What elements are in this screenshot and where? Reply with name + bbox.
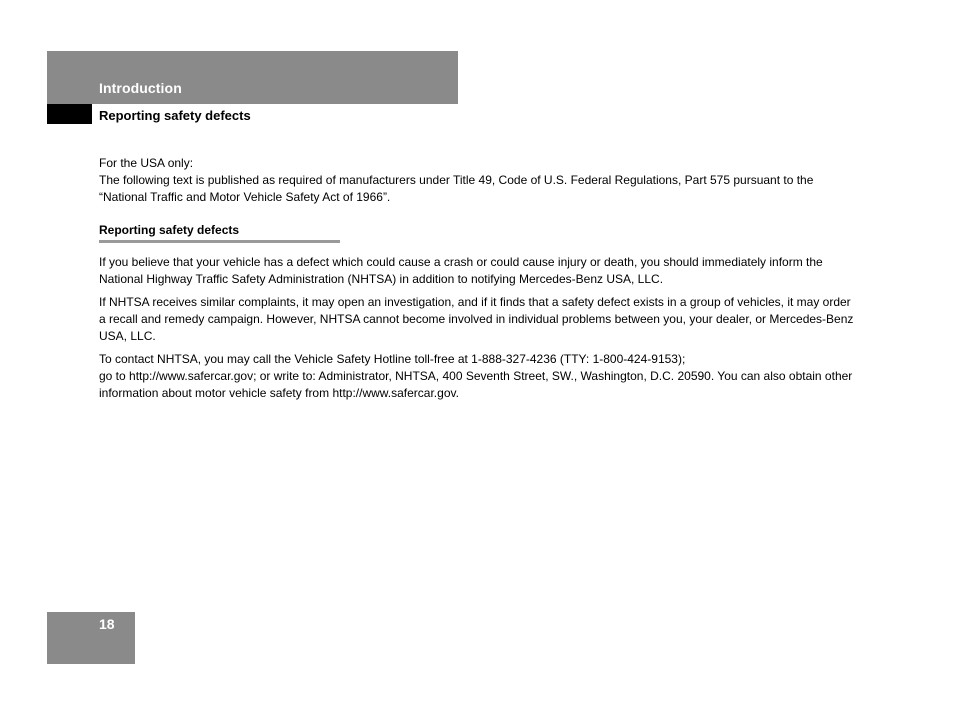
chapter-header-band bbox=[47, 51, 458, 104]
page-number: 18 bbox=[99, 616, 115, 632]
subsection-underline bbox=[99, 240, 340, 243]
paragraph-defect: If you believe that your vehicle has a defect which could cause a crash or could cause injury or death, you should immediately inform the National Highway Traffic Safety Administration (NHTSA) in addition to notifying Mercedes-Benz USA, LLC. bbox=[99, 255, 823, 286]
body-text bbox=[99, 254, 859, 408]
contact-line-hotline: To contact NHTSA, you may call the Vehicle Safety Hotline toll-free at 1-888-327-4236 (TTY: 1-800-424-9153); bbox=[99, 352, 686, 366]
paragraph-investigation: If NHTSA receives similar complaints, it may open an investigation, and if it finds that a safety defect exists in a group of vehicles, it may order a recall and remedy campaign. However, NHTSA cannot become involved in individual problems between you, your dealer, or Mercedes-Benz USA, LLC. bbox=[99, 295, 854, 343]
intro-block bbox=[99, 155, 859, 206]
contact-line-address: go to http://www.safercar.gov; or write to: Administrator, NHTSA, 400 Seventh Street, SW., Washington, D.C. 20590. You can also obtain other information about motor vehicle safety from http://www.safercar.gov. bbox=[99, 369, 853, 400]
chapter-title: Introduction bbox=[99, 80, 182, 96]
section-marker bbox=[47, 104, 92, 124]
page-number-box bbox=[47, 612, 135, 664]
section-title: Reporting safety defects bbox=[99, 108, 251, 123]
paragraph-contact bbox=[99, 351, 859, 402]
subsection-heading: Reporting safety defects bbox=[99, 223, 240, 237]
intro-line-legal: The following text is published as required of manufacturers under Title 49, Code of U.S. Federal Regulations, Part 575 pursuant to the “National Traffic and Motor Vehicle Safety Act of 1966”. bbox=[99, 173, 814, 204]
intro-line-usa: For the USA only: bbox=[99, 156, 194, 170]
